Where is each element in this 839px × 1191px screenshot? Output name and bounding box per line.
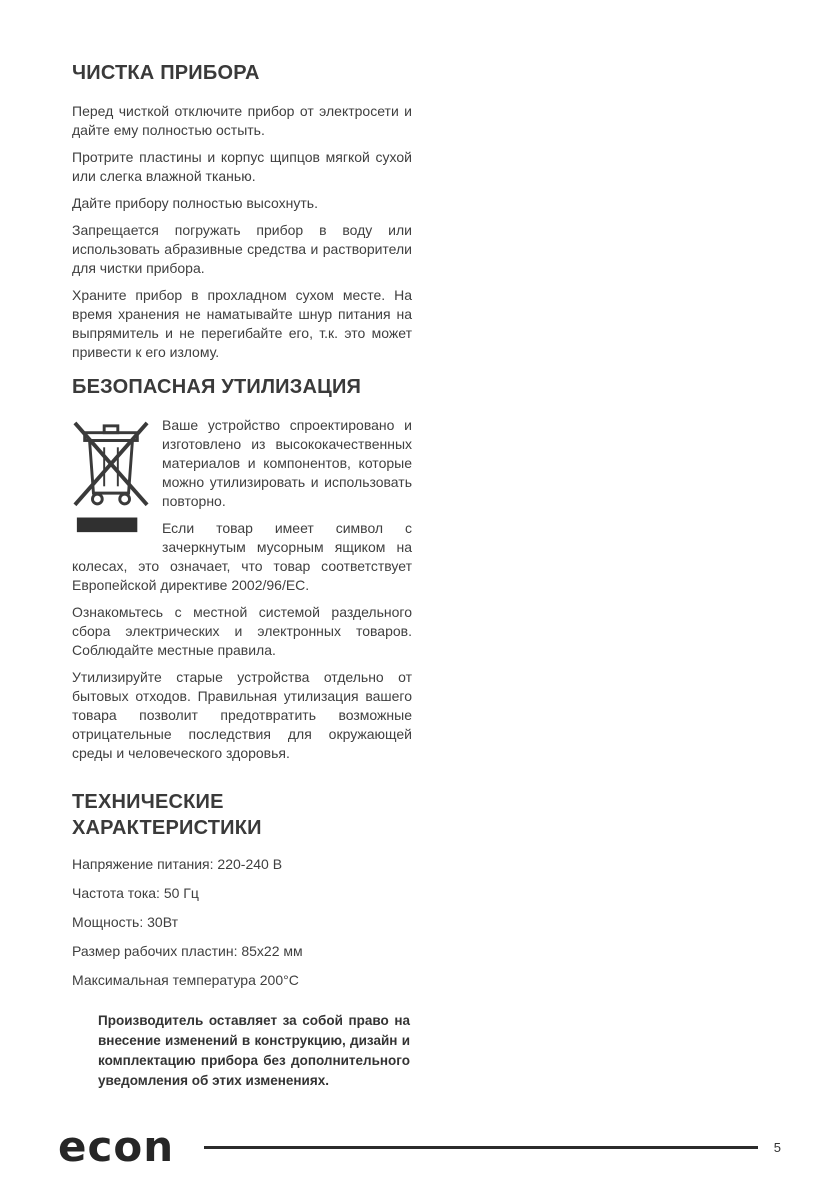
crossed-out-wheeled-bin-icon <box>72 418 150 540</box>
footer-rule <box>204 1146 758 1149</box>
spec-line-voltage: Напряжение питания: 220-240 В <box>72 856 283 872</box>
page-number: 5 <box>773 1139 781 1155</box>
disposal-paragraph: Если товар имеет символ с зачеркнутым мусорным ящиком на колесах, это означает, что товар соответствует Европейской директиве 2002/96/ЕС. <box>72 520 412 593</box>
disposal-paragraph: Ознакомьтесь с местной системой раздельного сбора электрических и электронных товаров. Соблюдайте местные правила. <box>72 604 412 658</box>
section-specs <box>72 789 412 1091</box>
spec-line-max-temperature: Максимальная температура 200°С <box>72 972 299 988</box>
section-title-disposal: БЕЗОПАСНАЯ УТИЛИЗАЦИЯ <box>72 376 362 398</box>
spec-line-plate-size: Размер рабочих пластин: 85х22 мм <box>72 943 303 959</box>
section-disposal <box>72 374 412 771</box>
disposal-paragraph: Утилизируйте старые устройства отдельно от бытовых отходов. Правильная утилизация вашего товара позволит предотвратить возможные отрицательные последствия для окружающей среды и человеческого здоровья. <box>72 669 412 761</box>
section-cleaning <box>72 60 412 362</box>
page-content <box>72 60 412 1091</box>
spec-line-frequency: Частота тока: 50 Гц <box>72 885 199 901</box>
section-title-specs: ТЕХНИЧЕСКИЕ ХАРАКТЕРИСТИКИ <box>72 791 262 839</box>
section-title-cleaning: ЧИСТКА ПРИБОРА <box>72 62 260 84</box>
cleaning-paragraph: Перед чисткой отключите прибор от электросети и дайте ему полностью остыть. <box>72 103 412 138</box>
disposal-paragraph: Ваше устройство спроектировано и изготовлено из высококачественных материалов и компонентов, которые можно утилизировать и использовать повторно. <box>162 417 412 509</box>
disposal-body <box>72 416 412 771</box>
cleaning-paragraph: Дайте прибору полностью высохнуть. <box>72 195 318 211</box>
manufacturer-note: Производитель оставляет за собой право на внесение изменений в конструкцию, дизайн и комплектацию прибора без дополнительного уведомления об этих изменениях. <box>98 1013 410 1088</box>
page-footer <box>58 1122 781 1171</box>
cleaning-paragraph: Запрещается погружать прибор в воду или использовать абразивные средства и растворители для чистки прибора. <box>72 222 412 276</box>
cleaning-paragraph: Протрите пластины и корпус щипцов мягкой сухой или слегка влажной тканью. <box>72 149 412 184</box>
cleaning-paragraph: Храните прибор в прохладном сухом месте. На время хранения не наматывайте шнур питания на выпрямитель и не перегибайте его, т.к. это может привести к его излому. <box>72 287 412 360</box>
spec-line-power: Мощность: 30Вт <box>72 914 178 930</box>
econ-logo: econ <box>58 1122 175 1171</box>
